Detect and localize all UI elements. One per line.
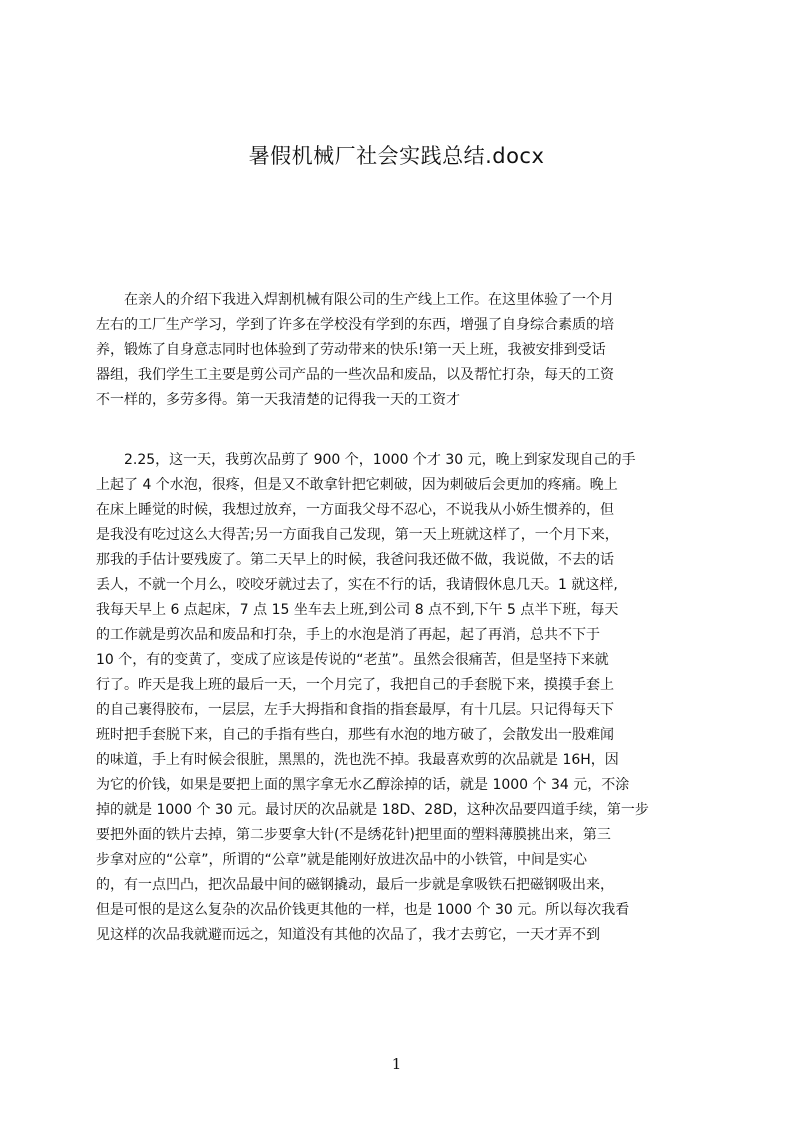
text-line: 班时把手套脱下来，自己的手指有些白，那些有水泡的地方破了，会散发出一股难闻 — [96, 727, 614, 743]
text-line: 为它的价钱，如果是要把上面的黑字拿无水乙醇涂掉的话，就是 1000 个 34 元，不涂 — [96, 777, 630, 793]
text-line: 那我的手估计要残废了。第二天早上的时候，我爸问我还做不做，我说做，不去的话 — [96, 552, 614, 568]
text-line: 在亲人的介绍下我进入焊割机械有限公司的生产线上工作。在这里体验了一个月 — [96, 292, 614, 308]
text-line: 器组，我们学生工主要是剪公司产品的一些次品和废品，以及帮忙打杂，每天的工资 — [96, 367, 614, 383]
text-line: 不一样的，多劳多得。第一天我清楚的记得我一天的工资才 — [96, 392, 460, 408]
paragraph-body — [96, 448, 698, 948]
text-line: 见这样的次品我就避而远之，知道没有其他的次品了，我才去剪它，一天才弄不到 — [96, 927, 600, 943]
text-line: 的工作就是剪次品和废品和打杂，手上的水泡是消了再起，起了再消，总共不下于 — [96, 627, 600, 643]
text-line: 我每天早上 6 点起床，7 点 15 坐车去上班,到公司 8 点不到,下午 5 点半下班，每天 — [96, 602, 619, 618]
text-line: 左右的工厂生产学习，学到了许多在学校没有学到的东西，增强了自身综合素质的培 — [96, 317, 614, 333]
text-line: 养，锻炼了自身意志同时也体验到了劳动带来的快乐!第一天上班，我被安排到受话 — [96, 342, 606, 358]
text-line: 上起了 4 个水泡，很疼，但是又不敢拿针把它刺破，因为刺破后会更加的疼痛。晚上 — [96, 477, 618, 493]
text-line: 步拿对应的“公章”，所谓的“公章”就是能刚好放进次品中的小铁管，中间是实心 — [96, 852, 588, 868]
text-line: 10 个，有的变黄了，变成了应该是传说的“老茧”。虽然会很痛苦，但是坚持下来就 — [96, 652, 609, 668]
paragraph-intro — [96, 288, 698, 413]
text-line: 在床上睡觉的时候，我想过放弃，一方面我父母不忍心，不说我从小娇生惯养的，但 — [96, 502, 614, 518]
text-line: 的，有一点凹凸，把次品最中间的磁钢撬动，最后一步就是拿吸铁石把磁钢吸出来， — [96, 877, 614, 893]
text-line: 行了。昨天是我上班的最后一天，一个月完了，我把自己的手套脱下来，摸摸手套上 — [96, 677, 614, 693]
page-number: 1 — [391, 1055, 402, 1073]
text-line: 2.25，这一天，我剪次品剪了 900 个，1000 个才 30 元，晚上到家发现自己的手 — [96, 452, 636, 468]
text-line: 的自己裹得胶布，一层层，左手大拇指和食指的指套最厚，有十几层。只记得每天下 — [96, 702, 614, 718]
text-line: 的味道，手上有时候会很脏，黑黑的，洗也洗不掉。我最喜欢剪的次品就是 16H，因 — [96, 752, 619, 768]
text-line: 丢人，不就一个月么，咬咬牙就过去了，实在不行的话，我请假休息几天。1 就这样, — [96, 577, 618, 593]
text-line: 是我没有吃过这么大得苦;另一方面我自己发现，第一天上班就这样了，一个月下来， — [96, 527, 619, 543]
text-line: 但是可恨的是这么复杂的次品价钱更其他的一样，也是 1000 个 30 元。所以每次我看 — [96, 902, 630, 918]
document-title: 暑假机械厂社会实践总结.docx — [248, 144, 545, 168]
text-line: 掉的就是 1000 个 30 元。最讨厌的次品就是 18D、28D，这种次品要四道手续，第一步 — [96, 802, 649, 818]
text-line: 要把外面的铁片去掉，第二步要拿大针(不是绣花针)把里面的塑料薄膜挑出来，第三 — [96, 827, 611, 843]
